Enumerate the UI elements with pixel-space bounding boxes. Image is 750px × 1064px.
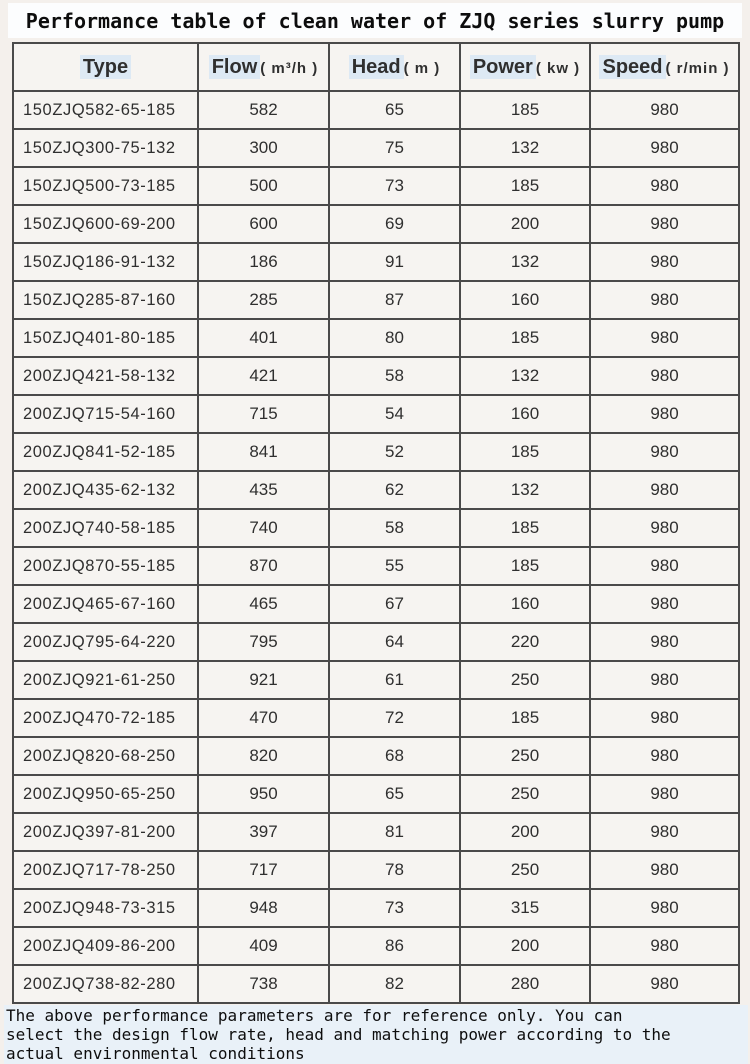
value-cell-flow: 600 [198,205,329,243]
footer-note [4,1005,748,1064]
footer-line-2: select the design flow rate, head and matching power according to the [6,1025,671,1044]
value-cell-speed: 980 [590,433,739,471]
value-cell-head: 80 [329,319,460,357]
type-cell: 200ZJQ740-58-185 [13,509,198,547]
value-cell-flow: 186 [198,243,329,281]
table-row [13,661,739,699]
type-cell: 200ZJQ715-54-160 [13,395,198,433]
table-row [13,167,739,205]
table-row [13,357,739,395]
table-row [13,433,739,471]
value-cell-power: 200 [460,927,590,965]
table-row [13,509,739,547]
value-cell-flow: 397 [198,813,329,851]
value-cell-head: 67 [329,585,460,623]
value-cell-head: 58 [329,357,460,395]
value-cell-power: 280 [460,965,590,1003]
column-label-power: Power [470,55,536,79]
type-cell: 200ZJQ950-65-250 [13,775,198,813]
column-label-type: Type [80,55,131,79]
title-band [8,3,742,38]
value-cell-speed: 980 [590,737,739,775]
value-cell-speed: 980 [590,205,739,243]
value-cell-speed: 980 [590,775,739,813]
value-cell-power: 185 [460,167,590,205]
value-cell-speed: 980 [590,395,739,433]
value-cell-flow: 401 [198,319,329,357]
value-cell-power: 185 [460,509,590,547]
value-cell-head: 62 [329,471,460,509]
column-label-flow: Flow [209,55,261,79]
value-cell-flow: 582 [198,91,329,129]
table-row [13,623,739,661]
value-cell-power: 220 [460,623,590,661]
value-cell-speed: 980 [590,547,739,585]
value-cell-speed: 980 [590,357,739,395]
type-cell: 150ZJQ500-73-185 [13,167,198,205]
column-header-head [329,43,460,91]
value-cell-speed: 980 [590,965,739,1003]
table-row [13,395,739,433]
value-cell-flow: 841 [198,433,329,471]
value-cell-power: 185 [460,433,590,471]
value-cell-speed: 980 [590,585,739,623]
value-cell-power: 132 [460,243,590,281]
value-cell-speed: 980 [590,699,739,737]
value-cell-head: 82 [329,965,460,1003]
value-cell-speed: 980 [590,851,739,889]
value-cell-power: 160 [460,281,590,319]
page [0,3,750,1063]
type-cell: 200ZJQ841-52-185 [13,433,198,471]
value-cell-speed: 980 [590,509,739,547]
value-cell-flow: 948 [198,889,329,927]
value-cell-power: 185 [460,547,590,585]
value-cell-flow: 465 [198,585,329,623]
value-cell-head: 69 [329,205,460,243]
type-cell: 150ZJQ401-80-185 [13,319,198,357]
type-cell: 200ZJQ738-82-280 [13,965,198,1003]
value-cell-flow: 820 [198,737,329,775]
value-cell-speed: 980 [590,661,739,699]
value-cell-flow: 409 [198,927,329,965]
value-cell-speed: 980 [590,813,739,851]
table-row [13,91,739,129]
type-cell: 150ZJQ600-69-200 [13,205,198,243]
value-cell-flow: 421 [198,357,329,395]
type-cell: 200ZJQ465-67-160 [13,585,198,623]
page-title: Performance table of clean water of ZJQ series slurry pump [25,9,725,33]
table-row [13,243,739,281]
value-cell-speed: 980 [590,319,739,357]
value-cell-power: 200 [460,813,590,851]
type-cell: 200ZJQ870-55-185 [13,547,198,585]
value-cell-head: 52 [329,433,460,471]
value-cell-power: 160 [460,395,590,433]
value-cell-flow: 300 [198,129,329,167]
value-cell-power: 185 [460,319,590,357]
value-cell-head: 87 [329,281,460,319]
table-body [13,91,739,1003]
column-unit-power: ( kw ) [535,59,581,77]
table-row [13,737,739,775]
value-cell-speed: 980 [590,91,739,129]
table-header-row [13,43,739,91]
value-cell-flow: 470 [198,699,329,737]
value-cell-power: 250 [460,737,590,775]
value-cell-power: 315 [460,889,590,927]
value-cell-head: 72 [329,699,460,737]
type-cell: 150ZJQ186-91-132 [13,243,198,281]
value-cell-power: 250 [460,775,590,813]
value-cell-power: 250 [460,661,590,699]
value-cell-head: 55 [329,547,460,585]
type-cell: 200ZJQ421-58-132 [13,357,198,395]
table-row [13,471,739,509]
column-header-type [13,43,198,91]
value-cell-flow: 950 [198,775,329,813]
value-cell-flow: 738 [198,965,329,1003]
value-cell-power: 160 [460,585,590,623]
footer-line-3: actual environmental conditions [6,1044,305,1063]
value-cell-head: 58 [329,509,460,547]
table-row [13,547,739,585]
value-cell-power: 132 [460,129,590,167]
value-cell-speed: 980 [590,623,739,661]
value-cell-head: 73 [329,167,460,205]
type-cell: 150ZJQ285-87-160 [13,281,198,319]
table-row [13,319,739,357]
value-cell-power: 185 [460,91,590,129]
column-header-power [460,43,590,91]
type-cell: 200ZJQ795-64-220 [13,623,198,661]
value-cell-head: 75 [329,129,460,167]
value-cell-speed: 980 [590,889,739,927]
table-row [13,281,739,319]
value-cell-flow: 717 [198,851,329,889]
value-cell-flow: 715 [198,395,329,433]
value-cell-flow: 435 [198,471,329,509]
value-cell-flow: 795 [198,623,329,661]
table-row [13,851,739,889]
table-row [13,889,739,927]
value-cell-flow: 285 [198,281,329,319]
value-cell-speed: 980 [590,471,739,509]
value-cell-speed: 980 [590,243,739,281]
column-label-head: Head [349,55,404,79]
table-row [13,927,739,965]
type-cell: 200ZJQ409-86-200 [13,927,198,965]
column-header-speed [590,43,739,91]
value-cell-head: 54 [329,395,460,433]
table-row [13,699,739,737]
value-cell-head: 86 [329,927,460,965]
value-cell-speed: 980 [590,927,739,965]
type-cell: 200ZJQ717-78-250 [13,851,198,889]
type-cell: 200ZJQ948-73-315 [13,889,198,927]
type-cell: 200ZJQ921-61-250 [13,661,198,699]
performance-table [12,42,740,1004]
type-cell: 200ZJQ470-72-185 [13,699,198,737]
column-unit-head: ( m ) [403,59,441,77]
type-cell: 200ZJQ820-68-250 [13,737,198,775]
type-cell: 150ZJQ300-75-132 [13,129,198,167]
value-cell-power: 132 [460,357,590,395]
table-row [13,205,739,243]
value-cell-head: 78 [329,851,460,889]
value-cell-head: 81 [329,813,460,851]
type-cell: 150ZJQ582-65-185 [13,91,198,129]
type-cell: 200ZJQ435-62-132 [13,471,198,509]
table-row [13,965,739,1003]
column-unit-flow: ( m³/h ) [260,59,319,77]
value-cell-flow: 500 [198,167,329,205]
value-cell-speed: 980 [590,281,739,319]
column-header-flow [198,43,329,91]
table-row [13,585,739,623]
value-cell-head: 65 [329,91,460,129]
footer-line-1: The above performance parameters are for reference only. You can [6,1006,623,1025]
value-cell-head: 64 [329,623,460,661]
table-row [13,813,739,851]
value-cell-head: 65 [329,775,460,813]
value-cell-power: 185 [460,699,590,737]
type-cell: 200ZJQ397-81-200 [13,813,198,851]
column-unit-speed: ( r/min ) [665,59,730,77]
value-cell-flow: 921 [198,661,329,699]
value-cell-head: 91 [329,243,460,281]
value-cell-power: 200 [460,205,590,243]
value-cell-power: 132 [460,471,590,509]
value-cell-flow: 740 [198,509,329,547]
value-cell-speed: 980 [590,167,739,205]
value-cell-flow: 870 [198,547,329,585]
table-row [13,775,739,813]
value-cell-power: 250 [460,851,590,889]
value-cell-head: 61 [329,661,460,699]
table-row [13,129,739,167]
value-cell-head: 68 [329,737,460,775]
column-label-speed: Speed [599,55,665,79]
value-cell-head: 73 [329,889,460,927]
value-cell-speed: 980 [590,129,739,167]
